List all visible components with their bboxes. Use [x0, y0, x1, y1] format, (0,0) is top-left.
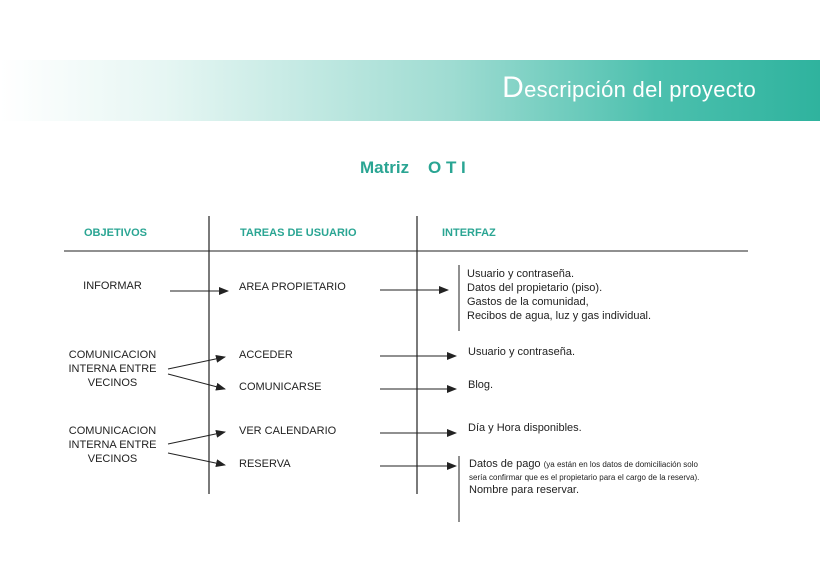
arrow-com1-comunicarse — [168, 374, 225, 389]
interface-reserva-last: Nombre para reservar. — [469, 484, 580, 496]
arrow-com1-acceder — [168, 357, 225, 369]
task-acceder: ACCEDER — [239, 349, 293, 361]
matrix-title: Matriz O T I — [360, 158, 466, 177]
objective-line: INTERNA ENTRE — [68, 439, 157, 451]
interface-reserva-note: (ya están en los datos de domiciliación solo — [543, 460, 698, 469]
page-title-initial: D — [502, 71, 525, 104]
interface-comunicarse: Blog. — [468, 379, 494, 391]
column-header-interfaz: INTERFAZ — [442, 227, 496, 239]
objective-line: COMUNICACION — [68, 425, 157, 437]
page-title-rest: escripción del proyecto — [524, 77, 756, 102]
task-ver-calendario: VER CALENDARIO — [239, 425, 337, 437]
task-area-propietario: AREA PROPIETARIO — [239, 281, 346, 293]
task-comunicarse: COMUNICARSE — [239, 381, 322, 393]
arrow-com2-reserva — [168, 453, 225, 465]
interface-line: Gastos de la comunidad, — [467, 296, 589, 308]
objective-line: VECINOS — [87, 453, 138, 465]
column-header-tareas: TAREAS DE USUARIO — [240, 227, 357, 239]
column-header-objetivos: OBJETIVOS — [84, 227, 147, 239]
interface-reserva-note-2: sería confirmar que es el propietario para el cargo de la reserva). — [469, 473, 700, 482]
arrow-com2-calendario — [168, 432, 225, 444]
interface-acceder: Usuario y contraseña. — [468, 346, 575, 358]
objective-line: COMUNICACION — [68, 349, 157, 361]
task-reserva: RESERVA — [239, 458, 291, 470]
objective-line: VECINOS — [87, 377, 138, 389]
interface-reserva-main: Datos de pago — [469, 458, 541, 470]
interface-line: Datos del propietario (piso). — [467, 282, 603, 294]
objective-line: INTERNA ENTRE — [68, 363, 157, 375]
objective-line: INFORMAR — [83, 280, 142, 292]
interface-ver-calendario: Día y Hora disponibles. — [468, 422, 582, 434]
interface-line: Usuario y contraseña. — [467, 268, 574, 280]
interface-line: Recibos de agua, luz y gas individual. — [467, 310, 652, 322]
